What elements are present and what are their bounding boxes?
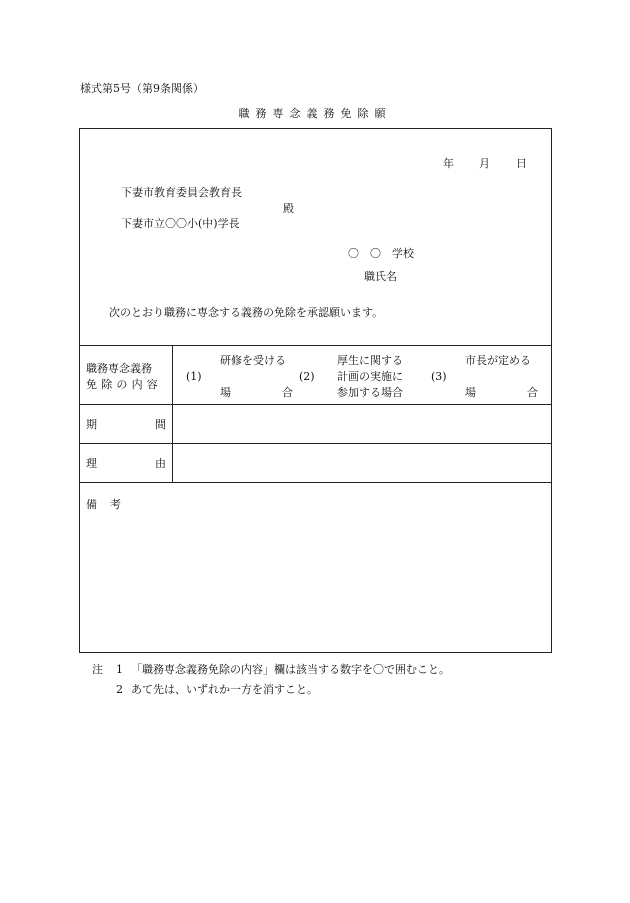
note-2-number: 2 [116,683,123,696]
date-month-label: 月 [479,157,490,170]
document-title: 職務専念義務免除願 [238,107,392,120]
option-1-line-1: 研修を受ける [220,354,286,367]
applicant-name-label: 職氏名 [364,270,397,283]
application-form [79,128,589,653]
note-1-text: 「職務専念義務免除の内容」欄は該当する数字を〇で囲むこと。 [131,663,450,676]
row-divider [80,443,551,444]
period-label: 期間 [86,418,224,431]
option-3-number: (3) [431,370,447,383]
option-2-number: (2) [299,370,315,383]
row-divider [80,404,551,405]
addressee-honorific: 殿 [283,202,294,215]
note-2-text: あて先は、いずれか一方を消すこと。 [131,683,318,696]
table-top-rule [80,345,551,346]
exemption-label-line-2: 免除の内容 [86,378,162,391]
option-3-line-2: 場合 [465,386,589,399]
addressee-line-1: 下妻市教育委員会教育長 [121,186,242,199]
addressee-line-2: 下妻市立〇〇小(中)学長 [121,217,240,230]
applicant-school: 〇 〇 学校 [348,247,414,260]
request-statement: 次のとおり職務に専念する義務の免除を承認願います。 [109,306,384,319]
option-2-line-1: 厚生に関する [337,354,403,367]
reason-label: 理由 [86,457,224,470]
option-1-number: (1) [186,370,202,383]
option-1-line-2: 場合 [220,386,344,399]
exemption-label-line-1: 職務専念義務 [86,362,152,375]
date-day-label: 日 [516,157,527,170]
option-2-line-2: 計画の実施に [337,370,403,383]
notes-prefix: 注 [92,663,103,676]
remarks-label: 備考 [86,498,134,511]
option-2-line-3: 参加する場合 [337,386,403,399]
form-number: 様式第5号（第9条関係） [80,82,204,95]
option-3-line-1: 市長が定める [465,354,531,367]
row-divider [80,482,551,483]
note-1-number: 1 [116,663,123,676]
date-year-label: 年 [443,157,454,170]
